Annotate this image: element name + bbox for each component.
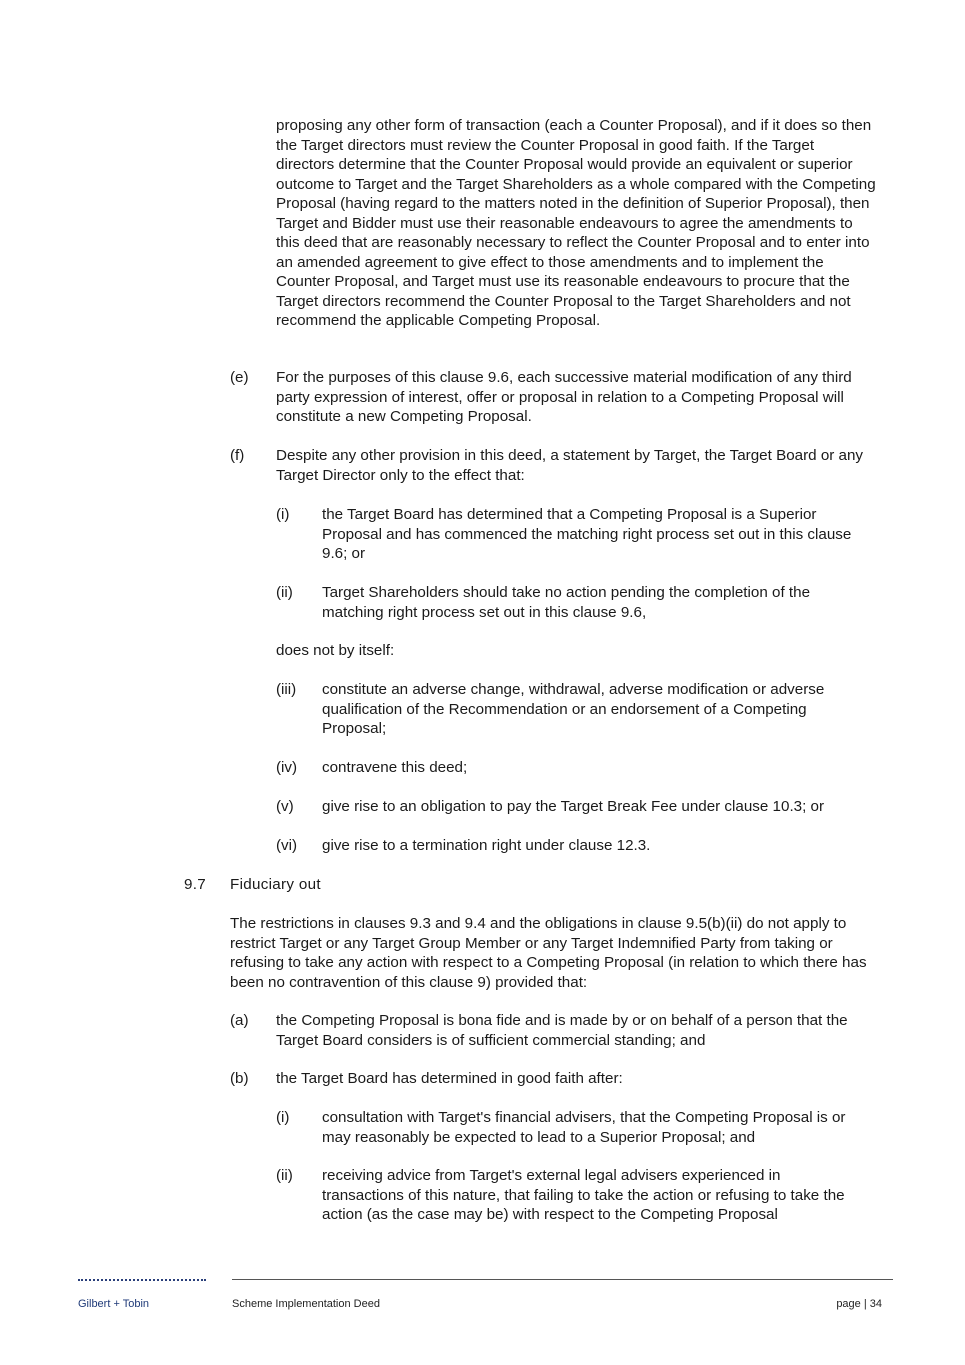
subclause-text-f-i: the Target Board has determined that a Competing Proposal is a Superior Proposal and has commenced the matching right process set out in this clause 9.6; or (322, 506, 852, 562)
footer-page-number: page | 34 (836, 1298, 882, 1310)
clause-number-e: (e) (230, 369, 249, 386)
subclause-number-f-iv: (iv) (276, 759, 298, 776)
footer-brand: Gilbert + Tobin (78, 1298, 150, 1310)
subclause-number-f-iii: (iii) (276, 681, 297, 698)
clause-number-9-7-a: (a) (230, 1012, 249, 1029)
footer-document-title: Scheme Implementation Deed (232, 1298, 380, 1310)
section-title-fiduciary-out: Fiduciary out (230, 876, 321, 893)
does-not-by-itself: does not by itself: (276, 642, 395, 659)
section-number-9-7: 9.7 (184, 876, 207, 893)
subclause-text-f-vi: give rise to a termination right under clause 12.3. (322, 837, 651, 854)
subclause-text-f-ii: Target Shareholders should take no action pending the completion of the matching right process set out in this clause 9.6, (322, 584, 811, 621)
clause-text-f: Despite any other provision in this deed, a statement by Target, the Target Board or any Target Director only to the effect that: (276, 447, 864, 484)
clause-text-9-7-a: the Competing Proposal is bona fide and is made by or on behalf of a person that the Target Board considers is of sufficient commercial standing; and (276, 1012, 848, 1049)
subclause-text-9-7-b-ii: receiving advice from Target's external legal advisers experienced in transactions of this nature, that failing to take the action or refusing to take the action (as the case may be) with respect to the Competing Proposal (322, 1167, 845, 1223)
subclause-text-f-iv: contravene this deed; (322, 759, 468, 776)
subclause-number-f-ii: (ii) (276, 584, 293, 601)
subclause-number-f-v: (v) (276, 798, 294, 815)
subclause-text-f-iii: constitute an adverse change, withdrawal, adverse modification or adverse qualification of the Recommendation or an endorsement of a Competing Proposal; (322, 681, 825, 737)
clause-number-9-7-b: (b) (230, 1070, 249, 1087)
continued-paragraph: proposing any other form of transaction (each a Counter Proposal), and if it does so then the Target directors must review the Counter Proposal in good faith. If the Target directors determine that the Counter Proposal would provide an equivalent or superior outcome to Target and the Target Shareholders as a whole compared with the Competing Proposal (having regard to the matters noted in the definition of Superior Proposal), then Target and Bidder must use their reasonable endeavours to agree the amendments to this deed that are reasonably necessary to reflect the Counter Proposal and to enter into an amended agreement to give effect to those amendments and to implement the Counter Proposal, and Target must use its reasonable endeavours to procure that the Target directors recommend the Counter Proposal to the Target Shareholders and not recommend the applicable Competing Proposal. (276, 117, 876, 329)
footer-rule (232, 1279, 893, 1280)
subclause-text-f-v: give rise to an obligation to pay the Target Break Fee under clause 10.3; or (322, 798, 825, 815)
subclause-number-9-7-b-ii: (ii) (276, 1167, 293, 1184)
clause-number-f: (f) (230, 447, 245, 464)
section-9-7-intro: The restrictions in clauses 9.3 and 9.4 and the obligations in clause 9.5(b)(ii) do not apply to restrict Target or any Target Group Member or any Target Indemnified Party from taking or refusing to take any action with respect to a Competing Proposal (in relation to which there has been no contravention of this clause 9) provided that: (230, 915, 867, 991)
subclause-number-9-7-b-i: (i) (276, 1109, 290, 1126)
clause-text-e: For the purposes of this clause 9.6, each successive material modification of any third party expression of interest, offer or proposal in relation to a Competing Proposal will constitute a new Competing Proposal. (276, 369, 852, 425)
subclause-number-f-vi: (vi) (276, 837, 298, 854)
footer-dotted-rule (78, 1279, 206, 1281)
subclause-number-f-i: (i) (276, 506, 290, 523)
subclause-text-9-7-b-i: consultation with Target's financial advisers, that the Competing Proposal is or may reasonably be expected to lead to a Superior Proposal; and (322, 1109, 846, 1146)
clause-text-9-7-b: the Target Board has determined in good faith after: (276, 1070, 623, 1087)
